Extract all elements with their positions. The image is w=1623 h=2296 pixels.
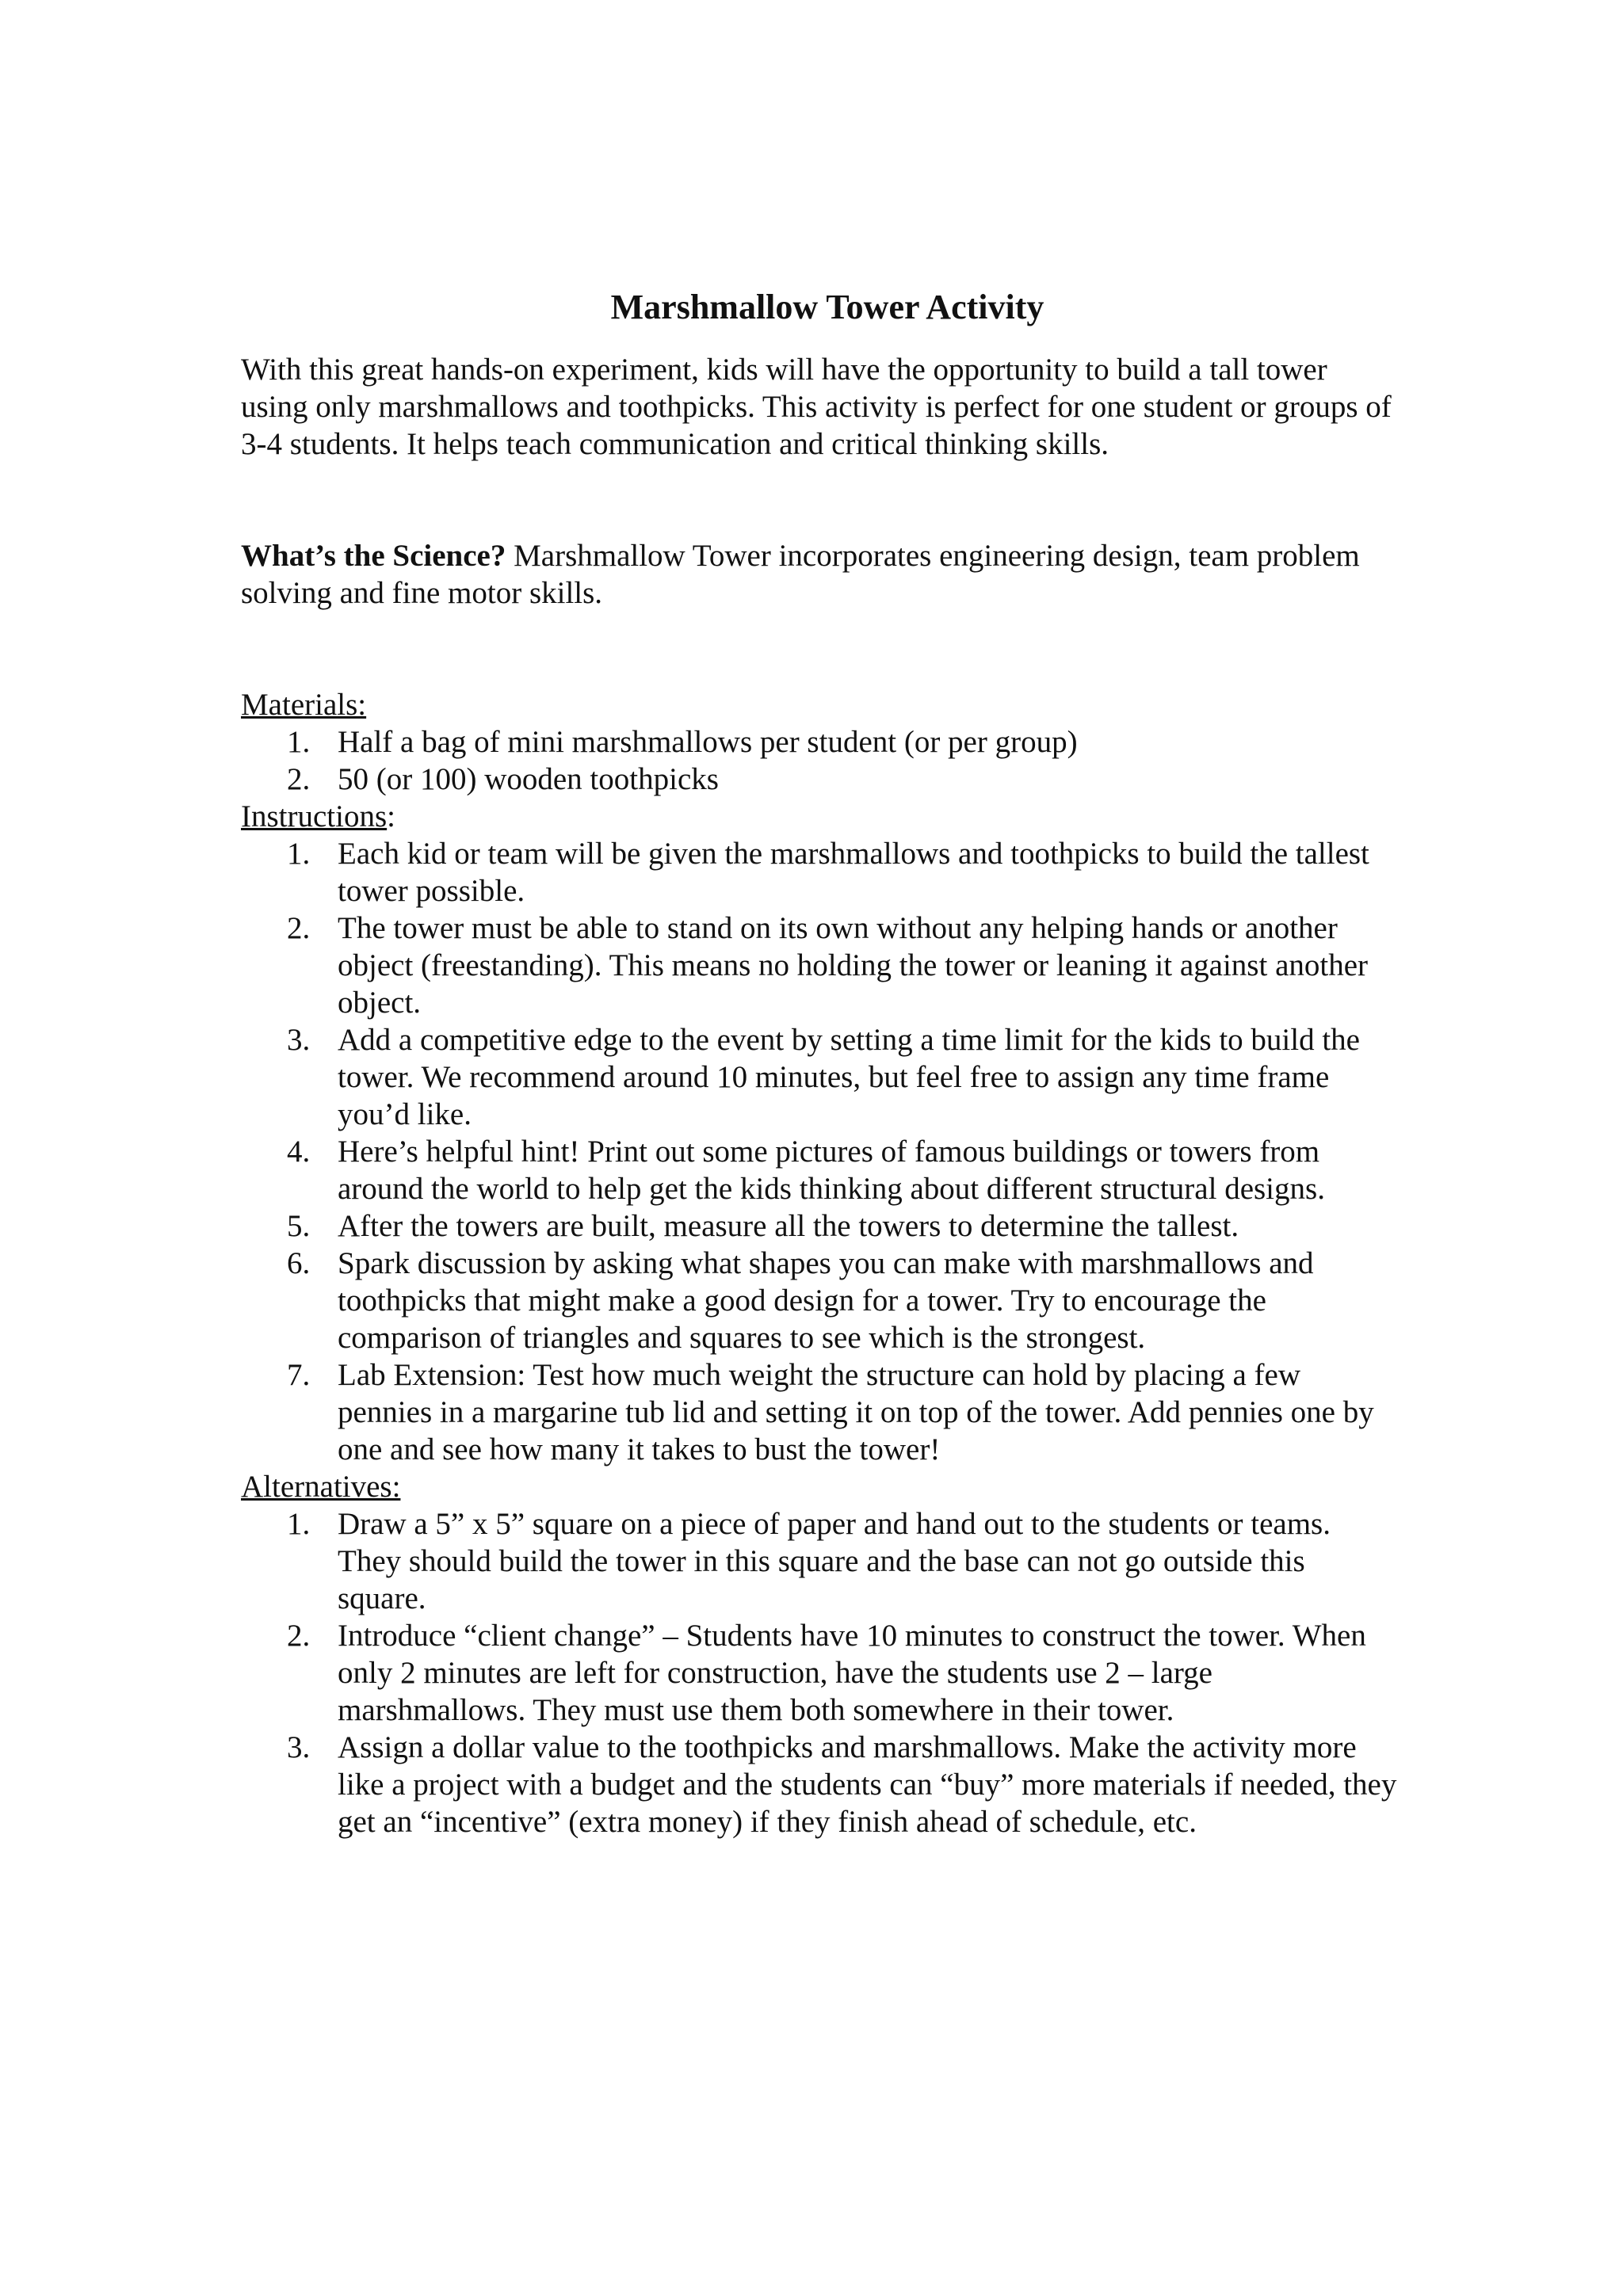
list-item-text: Each kid or team will be given the marshmallows and toothpicks to build the tallest tower possible. [338, 837, 1369, 908]
list-item [241, 761, 1398, 798]
instructions-list [241, 835, 1398, 1468]
list-item-number: 3. [287, 1730, 311, 1764]
list-item [241, 910, 1398, 1021]
list-item-number: 4. [287, 1135, 311, 1169]
list-item-number: 1. [287, 725, 311, 759]
list-item-number: 2. [287, 1619, 311, 1653]
list-item-number: 2. [287, 911, 311, 945]
list-item-number: 1. [287, 1507, 311, 1541]
list-item-text: Assign a dollar value to the toothpicks and marshmallows. Make the activity more like a project with a budget and the students can “buy” more materials if needed, they get an “incentive” (extra money) if they finish ahead of schedule, etc. [338, 1730, 1397, 1839]
list-item-text: Introduce “client change” – Students have 10 minutes to construct the tower. When only 2 minutes are left for construction, have the students use 2 – large marshmallows. They must use them both somewhere in their tower. [338, 1619, 1366, 1727]
list-item [241, 1505, 1398, 1617]
science-text: Marshmallow Tower incorporates engineering design, team problem solving and fine motor skills. [241, 539, 1360, 610]
science-paragraph [241, 537, 1398, 612]
list-item-number: 6. [287, 1246, 311, 1280]
list-item-text: 50 (or 100) wooden toothpicks [338, 762, 719, 796]
list-item-text: The tower must be able to stand on its own without any helping hands or another object (freestanding). This means no holding the tower or leaning it against another object. [338, 911, 1369, 1020]
instructions-heading-colon: : [387, 799, 395, 833]
list-item-text: Here’s helpful hint! Print out some pictures of famous buildings or towers from around the world to help get the kids thinking about different structural designs. [338, 1135, 1325, 1206]
alternatives-heading: Alternatives: [241, 1470, 401, 1504]
list-item [241, 1617, 1398, 1729]
list-item [241, 1021, 1398, 1133]
materials-heading: Materials: [241, 688, 367, 722]
list-item-text: Half a bag of mini marshmallows per student (or per group) [338, 725, 1078, 759]
list-item-text: Draw a 5” x 5” square on a piece of paper and hand out to the students or teams. They should build the tower in this square and the base can not go outside this square. [338, 1507, 1331, 1615]
intro-paragraph: With this great hands-on experiment, kids will have the opportunity to build a tall tower using only marshmallows and toothpicks. This activity is perfect for one student or groups of 3-4 students. It helps teach communication and critical thinking skills. [241, 353, 1392, 461]
list-item-number: 2. [287, 762, 311, 796]
list-item-number: 1. [287, 837, 311, 871]
list-item-text: After the towers are built, measure all the towers to determine the tallest. [338, 1209, 1239, 1243]
list-item [241, 1356, 1398, 1468]
list-item-text: Lab Extension: Test how much weight the structure can hold by placing a few pennies in a margarine tub lid and setting it on top of the tower. Add pennies one by one and see how many it takes to bust the tower! [338, 1358, 1374, 1466]
list-item [241, 1729, 1398, 1840]
alternatives-list [241, 1505, 1398, 1840]
science-label: What’s the Science? [241, 539, 506, 573]
list-item-number: 3. [287, 1023, 311, 1057]
list-item [241, 1133, 1398, 1207]
list-item [241, 1207, 1398, 1245]
list-item-text: Add a competitive edge to the event by setting a time limit for the kids to build the tower. We recommend around 10 minutes, but feel free to assign any time frame you’d like. [338, 1023, 1360, 1131]
instructions-heading-label: Instructions [241, 799, 388, 833]
list-item [241, 1245, 1398, 1356]
list-item-number: 7. [287, 1358, 311, 1392]
instructions-heading [241, 798, 1398, 835]
document-body [241, 285, 1398, 1840]
materials-list [241, 723, 1398, 798]
list-item [241, 835, 1398, 910]
list-item [241, 723, 1398, 761]
list-item-text: Spark discussion by asking what shapes you can make with marshmallows and toothpicks that might make a good design for a tower. Try to encourage the comparison of triangles and squares to see which is the strongest. [338, 1246, 1314, 1355]
page-title: Marshmallow Tower Activity [610, 288, 1044, 326]
list-item-number: 5. [287, 1209, 311, 1243]
